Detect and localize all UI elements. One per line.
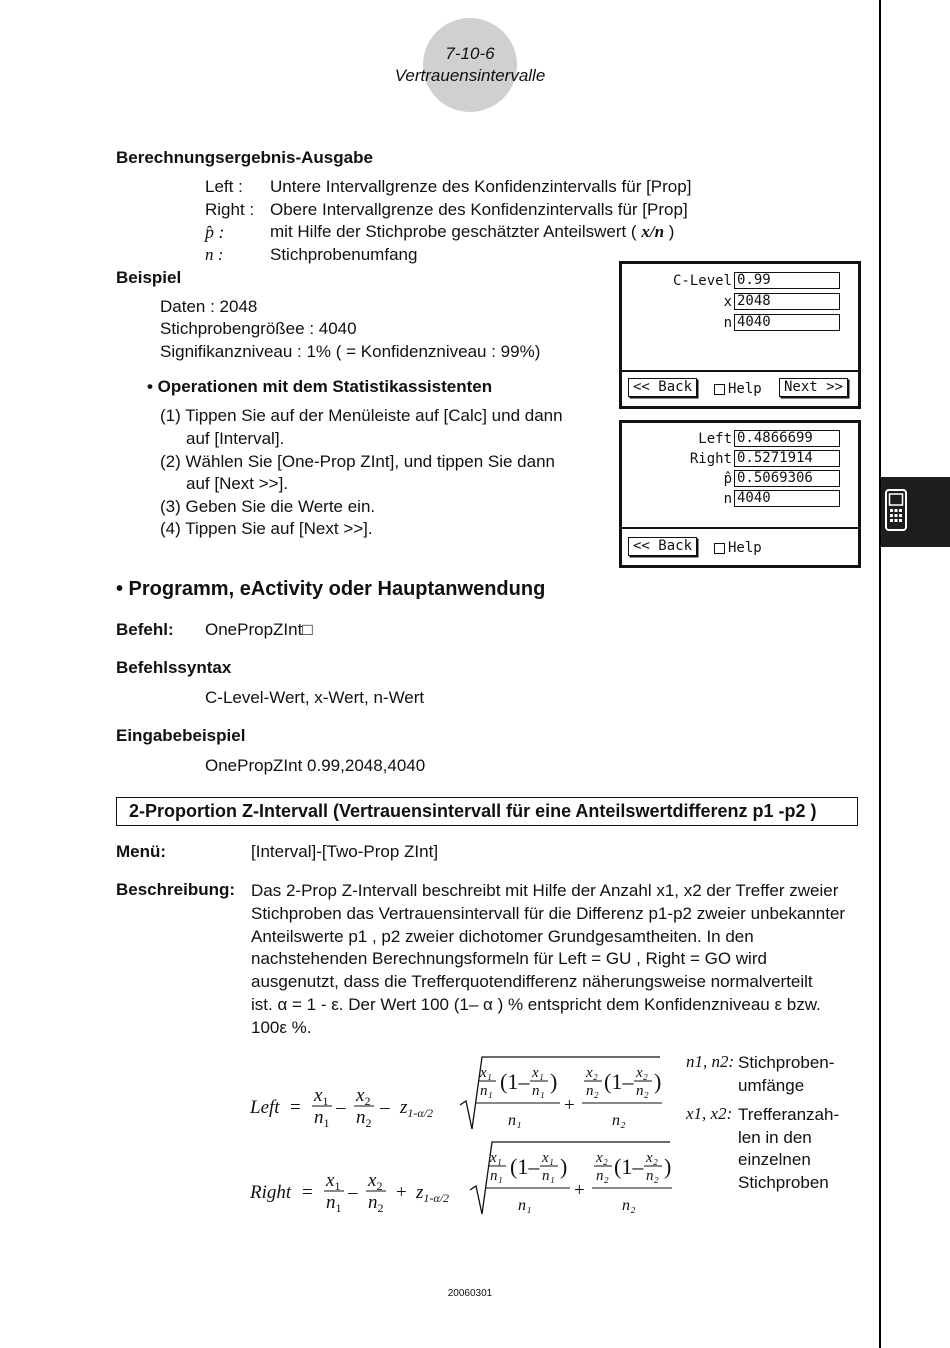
step-1: (1) Tippen Sie auf der Menüleiste auf [Calc] und dann [160,406,563,425]
svg-text:x2: $x_2$ [356,1085,371,1108]
note-n-term: n1, n2: [686,1052,735,1071]
page-edge-rule [879,0,881,1348]
note-x-desc [738,1104,839,1194]
svg-text:+: + [396,1182,407,1203]
example-heading: Beispiel [116,268,182,287]
step-3: (3) Geben Sie die Werte ein. [160,497,376,516]
svg-text:n₂: n₂ [636,1083,649,1099]
two-prop-heading-box [116,797,858,826]
formula-left [250,1055,670,1140]
result-term-n: n : [205,245,224,264]
result-term-right: Right : [205,200,255,219]
example-line-size: Stichprobengrößee : 4040 [160,319,357,338]
result-term-left: Left : [205,177,243,196]
svg-text:(1–: (1– [614,1154,644,1179]
note-line: len in den [738,1127,812,1147]
svg-text:x₁: x₁ [542,1150,554,1166]
result-desc-left: Untere Intervallgrenze des Konfidenzintervalls für [Prop] [270,177,692,196]
phat-value: 0.5069306 [734,470,840,487]
step-1-cont: auf [Interval]. [186,429,285,448]
back-button[interactable]: << Back [628,378,697,397]
svg-text:n2: $n_2$ [368,1192,384,1215]
footer-code: 20060301 [447,1288,493,1299]
svg-text:x1: $x_1$ [314,1085,329,1108]
field-row-phat [622,470,840,487]
note-line: Stichproben- [738,1053,835,1072]
formula-left-label: Left [250,1097,280,1118]
svg-text:–: – [336,1097,346,1118]
syntax-heading: Befehlssyntax [116,658,232,677]
svg-text:n2: $n_2$ [356,1107,372,1130]
svg-text:x1: $x_1$ [326,1170,341,1193]
step-4: (4) Tippen Sie auf [Next >>]. [160,519,373,538]
svg-text:x2: $x_2$ [368,1170,383,1193]
header-circle [423,18,517,112]
help-checkbox[interactable] [714,381,762,397]
note-line: einzelnen [738,1150,811,1169]
input-heading: Eingabebeispiel [116,726,246,745]
menu-label: Menü: [116,842,167,861]
calculator-screen-result [619,420,861,568]
svg-text:n₂: n₂ [612,1112,626,1129]
svg-text:–: – [380,1097,390,1118]
svg-text:x₁: x₁ [490,1150,502,1166]
field-label: Left [698,430,732,447]
svg-text:): ) [550,1069,558,1094]
program-heading: • Programm, eActivity oder Hauptanwendung [116,578,546,600]
field-row-n [622,490,840,507]
svg-text:n₁: n₁ [518,1197,532,1214]
description-line: ausgenutzt, dass die Trefferquotendifferenz näherungsweise normalverteilt [251,972,813,992]
checkbox-icon [714,384,725,395]
field-label: n [723,314,732,331]
chapter-title: Vertrauensintervalle [394,66,546,85]
description-label: Beschreibung: [116,880,236,899]
field-row-left [622,430,840,447]
calculator-screen-input [619,261,861,409]
svg-text:x₂: x₂ [646,1150,658,1166]
n-input[interactable]: 4040 [734,314,840,331]
description-line: 100ε %. [251,1017,312,1037]
screen-divider [622,527,858,529]
syntax-value: C-Level-Wert, x-Wert, n-Wert [205,688,425,707]
description-line: ist. α = 1 - ε. Der Wert 100 (1– α ) % entspricht dem Konfidenzniveau ε bzw. [251,994,821,1014]
svg-text:): ) [664,1154,672,1179]
svg-text:–: – [348,1182,358,1203]
note-line: Trefferanzah- [738,1105,840,1124]
example-line-data: Daten : 2048 [160,297,258,316]
menu-value: [Interval]-[Two-Prop ZInt] [251,842,439,861]
svg-text:): ) [560,1154,568,1179]
next-button[interactable]: Next >> [779,378,848,397]
svg-text:=: = [302,1182,313,1203]
svg-text:x₁: x₁ [480,1065,492,1081]
calculator-icon [881,477,950,547]
help-label: Help [728,381,762,397]
n-value: 4040 [734,490,840,507]
svg-text:n₁: n₁ [542,1168,555,1184]
svg-text:n₁: n₁ [532,1083,545,1099]
formula-right [250,1140,675,1225]
field-row-n [622,314,840,331]
svg-text:x₂: x₂ [636,1065,648,1081]
left-value: 0.4866699 [734,430,840,447]
result-desc-right: Obere Intervallgrenze des Konfidenzintervalls für [Prop] [270,200,688,219]
result-desc-phat-formula: x/n [641,222,665,241]
checkbox-icon [714,543,725,554]
result-heading: Berechnungsergebnis-Ausgabe [116,148,373,167]
svg-text:x₁: x₁ [532,1065,544,1081]
field-row-right [622,450,840,467]
step-2: (2) Wählen Sie [One-Prop ZInt], und tippen Sie dann [160,452,556,471]
svg-text:(1–: (1– [604,1069,634,1094]
command-label: Befehl: [116,620,174,639]
field-label: n [723,490,732,507]
screen-divider [622,370,858,372]
svg-text:n₂: n₂ [586,1083,599,1099]
field-label: C-Level [672,272,732,289]
svg-text:x₂: x₂ [596,1150,608,1166]
description-line: Stichproben das Vertrauensintervall für die Differenz p1-p2 zweier unbekannter [251,903,846,923]
formula-left-svg [250,1055,670,1135]
svg-text:(1–: (1– [510,1154,540,1179]
step-2-cont: auf [Next >>]. [186,474,289,493]
x-input[interactable]: 2048 [734,293,840,310]
svg-text:=: = [290,1097,301,1118]
svg-text:+: + [574,1180,585,1201]
svg-text:z1-α/2: $z_{1-\alpha/2}$ [416,1182,450,1205]
svg-text:n₁: n₁ [480,1083,493,1099]
description-line: Das 2-Prop Z-Intervall beschreibt mit Hilfe der Anzahl x1, x2 der Treffer zweier [251,881,839,900]
result-desc-phat [270,222,674,242]
description-body [251,880,861,1040]
right-value: 0.5271914 [734,450,840,467]
svg-text:n₁: n₁ [490,1168,503,1184]
back-button[interactable]: << Back [628,537,697,556]
result-desc-n: Stichprobenumfang [270,245,418,264]
svg-text:n₂: n₂ [646,1168,659,1184]
svg-text:n₂: n₂ [622,1197,636,1214]
example-line-significance: Signifikanzniveau : 1% ( = Konfidenzniveau : 99%) [160,342,541,361]
description-line: nachstehenden Berechnungsformeln für Left = GU , Right = GO wird [251,949,767,969]
svg-text:n₁: n₁ [508,1112,522,1129]
svg-text:(1–: (1– [500,1069,530,1094]
field-label: Right [689,450,732,467]
svg-text:x₂: x₂ [586,1065,598,1081]
field-label: p̂ [723,470,732,487]
ops-heading: • Operationen mit dem Statistikassistenten [147,377,493,396]
formula-right-svg [250,1140,675,1220]
svg-text:n1: $n_1$ [326,1192,342,1215]
formula-right-label: Right [250,1182,292,1203]
chapter-tab [881,477,950,547]
field-row-clevel [622,272,840,289]
description-line: Anteilswerte p1 , p2 zweier dichotomer Grundgesamtheiten. In den [251,926,754,946]
svg-text:n₂: n₂ [596,1168,609,1184]
field-label: x [723,293,732,310]
note-n-desc [738,1052,834,1097]
field-row-x [622,293,840,310]
result-term-phat: p̂ : [205,222,225,242]
clevel-input[interactable]: 0.99 [734,272,840,289]
svg-text:n1: $n_1$ [314,1107,330,1130]
two-prop-heading: 2-Proportion Z-Intervall (Vertrauensintervall für eine Anteilswertdifferenz p1 -p2 ) [129,801,817,821]
help-checkbox[interactable] [714,540,762,556]
note-line: umfänge [738,1075,805,1095]
input-value: OnePropZInt 0.99,2048,4040 [205,756,426,775]
page-number: 7-10-6 [445,44,495,63]
command-value: OnePropZInt□ [205,620,313,639]
svg-text:): ) [654,1069,662,1094]
svg-text:z1-α/2: $z_{1-\alpha/2}$ [400,1097,434,1120]
result-desc-phat-end: ) [668,222,675,241]
svg-text:+: + [564,1095,575,1116]
help-label: Help [728,540,762,556]
result-desc-phat-text: mit Hilfe der Stichprobe geschätzter Anteilswert ( [270,222,637,241]
note-line: Stichproben [738,1172,829,1192]
note-x-term: x1, x2: [686,1104,733,1123]
